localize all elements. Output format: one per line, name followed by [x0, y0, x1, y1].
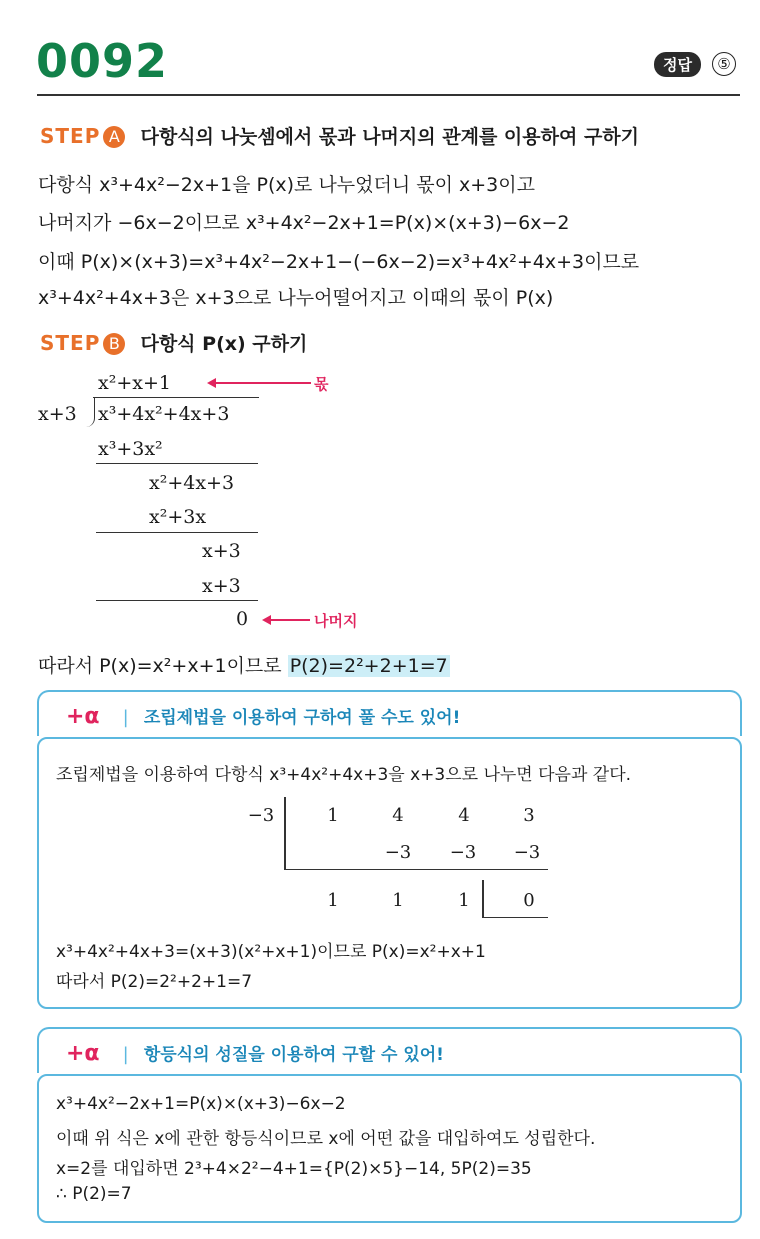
- synthetic-coef-1: 1: [327, 805, 339, 826]
- quotient-label: 몫: [314, 375, 329, 393]
- problem-number: 0092: [36, 34, 169, 88]
- alpha2-header: +α | 항등식의 성질을 이용하여 구할 수 있어!: [66, 1041, 444, 1066]
- step-a-line-4: x³+4x²+4x+3은 x+3으로 나누어떨어지고 이때의 몫이 P(x): [38, 287, 554, 309]
- alpha2-line-2: 이때 위 식은 x에 관한 항등식이므로 x에 어떤 값을 대입하여도 성립한다.: [56, 1129, 596, 1149]
- step-a-letter: A: [103, 126, 125, 148]
- division-row-1: x³+3x²: [98, 438, 163, 460]
- alpha1-header: +α | 조립제법을 이용하여 구하여 풀 수도 있어!: [66, 704, 461, 729]
- division-quotient: x²+x+1: [98, 372, 171, 394]
- answer-choice: ⑤: [712, 52, 736, 76]
- alpha1-badge: +α: [66, 704, 100, 729]
- alpha2-line-3: x=2를 대입하면 2³+4×2²−4+1={P(2)×5}−14, 5P(2)=35: [56, 1159, 532, 1179]
- synthetic-root: −3: [247, 805, 275, 826]
- alpha1-line-2: 따라서 P(2)=2²+2+1=7: [56, 972, 253, 992]
- synthetic-res-3: 1: [458, 890, 470, 911]
- answer-badge: 정답: [654, 52, 701, 77]
- division-row-5: x+3: [202, 575, 241, 597]
- alpha2-badge: +α: [66, 1041, 100, 1066]
- division-dividend: x³+4x²+4x+3: [98, 403, 230, 425]
- synthetic-res-4: 0: [523, 890, 535, 911]
- division-bar: [93, 397, 259, 398]
- synthetic-res-2: 1: [392, 890, 404, 911]
- synthetic-hbar: [284, 869, 548, 870]
- division-remainder: 0: [236, 608, 249, 630]
- synthetic-remainder-vbar: [482, 880, 484, 918]
- conclusion-prefix: 따라서 P(x)=x²+x+1이므로: [38, 655, 288, 677]
- division-bracket: [86, 397, 95, 427]
- step-b-conclusion: [38, 651, 450, 678]
- synthetic-res-1: 1: [327, 890, 339, 911]
- alpha1-line-1: x³+4x²+4x+3=(x+3)(x²+x+1)이므로 P(x)=x²+x+1: [56, 942, 486, 962]
- synthetic-mid-2: −3: [449, 842, 477, 863]
- division-row-4: x+3: [202, 540, 241, 562]
- remainder-label: 나머지: [314, 612, 358, 630]
- synthetic-mid-3: −3: [513, 842, 541, 863]
- division-divisor: x+3: [38, 403, 77, 425]
- alpha1-title: 조립제법을 이용하여 구하여 풀 수도 있어!: [143, 708, 461, 728]
- quotient-arrow: [215, 382, 311, 384]
- division-row-2: x²+4x+3: [149, 472, 235, 494]
- alpha2-line-4: ∴ P(2)=7: [56, 1184, 132, 1204]
- step-b-heading: [40, 329, 307, 356]
- step-a-line-1: 다항식 x³+4x²−2x+1을 P(x)로 나누었더니 몫이 x+3이고: [38, 174, 535, 196]
- synthetic-coef-2: 4: [392, 805, 404, 826]
- step-a-title: 다항식의 나눗셈에서 몫과 나머지의 관계를 이용하여 구하기: [140, 126, 640, 148]
- alpha2-title: 항등식의 성질을 이용하여 구할 수 있어!: [143, 1045, 444, 1065]
- alpha1-intro: 조립제법을 이용하여 다항식 x³+4x²+4x+3을 x+3으로 나누면 다음과 같다.: [56, 765, 632, 785]
- step-a-label: STEP: [40, 124, 101, 148]
- alpha2-line-1: x³+4x²−2x+1=P(x)×(x+3)−6x−2: [56, 1094, 346, 1114]
- step-a-line-3: 이때 P(x)×(x+3)=x³+4x²−2x+1−(−6x−2)=x³+4x²+4x+3이므로: [38, 251, 640, 273]
- division-rule-2: [96, 532, 258, 533]
- conclusion-highlight: P(2)=2²+2+1=7: [289, 655, 448, 677]
- step-a-line-2: 나머지가 −6x−2이므로 x³+4x²−2x+1=P(x)×(x+3)−6x−2: [38, 212, 570, 234]
- division-rule-1: [96, 463, 258, 464]
- remainder-arrow: [270, 619, 310, 621]
- division-rule-3: [96, 600, 258, 601]
- step-a-heading: [40, 122, 639, 149]
- step-b-title: 다항식 P(x) 구하기: [140, 333, 308, 355]
- step-b-letter: B: [103, 333, 125, 355]
- header-divider: [37, 94, 740, 96]
- synthetic-remainder-hbar: [482, 917, 548, 918]
- synthetic-mid-1: −3: [384, 842, 412, 863]
- synthetic-vbar: [284, 797, 286, 869]
- step-b-label: STEP: [40, 331, 101, 355]
- synthetic-coef-4: 3: [523, 805, 535, 826]
- synthetic-coef-3: 4: [458, 805, 470, 826]
- division-row-3: x²+3x: [149, 506, 207, 528]
